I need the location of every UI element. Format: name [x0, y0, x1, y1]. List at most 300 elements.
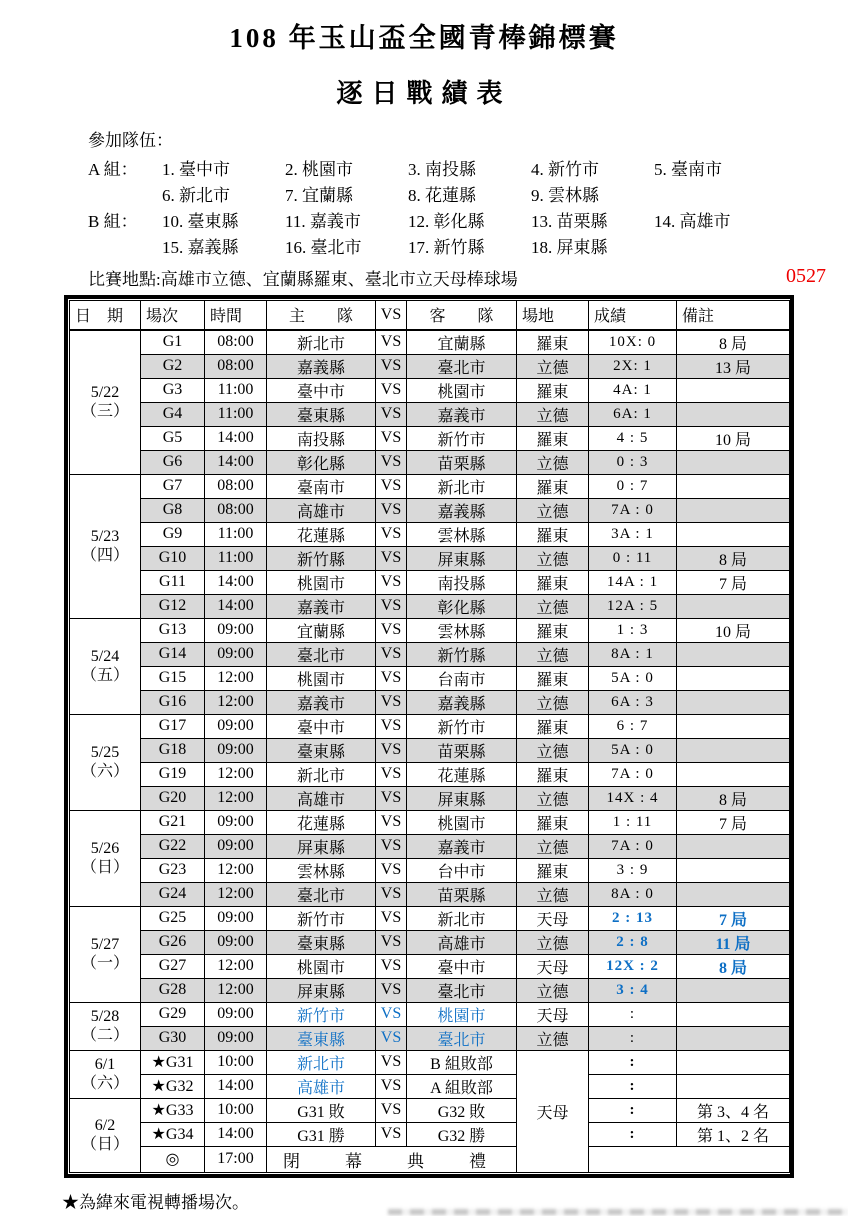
score-cell: 12A : 5	[589, 594, 677, 618]
game-row	[70, 570, 790, 594]
home-team-cell: 雲林縣	[267, 858, 376, 882]
vs-cell: VS	[376, 330, 407, 355]
participants-block	[88, 126, 848, 261]
time-cell: 12:00	[205, 954, 267, 978]
away-team-cell: 花蓮縣	[407, 762, 517, 786]
game-no-cell: G1	[141, 330, 205, 355]
note-cell: 7 局	[677, 810, 790, 834]
note-cell	[677, 1026, 790, 1050]
score-cell: 3 : 9	[589, 858, 677, 882]
time-cell: 09:00	[205, 906, 267, 930]
team-entry: 2. 桃園市	[285, 160, 353, 179]
page-subtitle: 逐日戰績表	[336, 79, 512, 108]
vs-cell: VS	[376, 954, 407, 978]
away-team-cell: 嘉義縣	[407, 690, 517, 714]
time-cell: 11:00	[205, 546, 267, 570]
game-no-cell: G11	[141, 570, 205, 594]
ceremony-row	[70, 1146, 790, 1172]
home-team-cell: 高雄市	[267, 786, 376, 810]
vs-cell: VS	[376, 498, 407, 522]
venue-cell: 羅東	[517, 522, 589, 546]
participants-label: 參加隊伍：	[88, 131, 173, 150]
home-team-cell: 臺中市	[267, 714, 376, 738]
venue-cell: 立德	[517, 930, 589, 954]
vs-cell: VS	[376, 1098, 407, 1122]
vs-cell: VS	[376, 1050, 407, 1074]
away-team-cell: 高雄市	[407, 930, 517, 954]
time-cell: 09:00	[205, 834, 267, 858]
game-no-cell: G5	[141, 426, 205, 450]
venue-cell: 立德	[517, 882, 589, 906]
game-row	[70, 1122, 790, 1146]
group-label: A 組：	[88, 160, 138, 179]
away-team-cell: 苗栗縣	[407, 882, 517, 906]
score-cell: 7A : 0	[589, 498, 677, 522]
note-cell	[677, 450, 790, 474]
away-team-cell: G32 勝	[407, 1122, 517, 1146]
date-cell	[70, 906, 141, 1002]
game-no-cell: G12	[141, 594, 205, 618]
away-team-cell: 新竹市	[407, 714, 517, 738]
vs-cell: VS	[376, 594, 407, 618]
game-no-cell: G28	[141, 978, 205, 1002]
note-cell: 13 局	[677, 354, 790, 378]
col-header-time: 時間	[205, 301, 267, 330]
away-team-cell: 苗栗縣	[407, 450, 517, 474]
team-entry: 10. 臺東縣	[162, 212, 239, 231]
game-no-cell: G21	[141, 810, 205, 834]
note-cell: 第 1、2 名	[677, 1122, 790, 1146]
team-entry: 17. 新竹縣	[408, 238, 485, 257]
game-no-cell: G25	[141, 906, 205, 930]
score-cell: 14A : 1	[589, 570, 677, 594]
away-team-cell: 新竹縣	[407, 642, 517, 666]
date-cell	[70, 618, 141, 714]
note-cell	[677, 834, 790, 858]
home-team-cell: 屏東縣	[267, 834, 376, 858]
note-cell: 8 局	[677, 786, 790, 810]
venue-cell: 羅東	[517, 618, 589, 642]
team-entry: 14. 高雄市	[654, 212, 731, 231]
team-entry: 15. 嘉義縣	[162, 238, 239, 257]
time-cell: 12:00	[205, 882, 267, 906]
date-text: 6/2	[94, 1116, 116, 1134]
score-cell: 6 : 7	[589, 714, 677, 738]
home-team-cell: 南投縣	[267, 426, 376, 450]
score-cell: :	[589, 1098, 677, 1122]
note-cell: 10 局	[677, 618, 790, 642]
game-no-cell: G15	[141, 666, 205, 690]
home-team-cell: 桃園市	[267, 666, 376, 690]
away-team-cell: 桃園市	[407, 378, 517, 402]
vs-cell: VS	[376, 882, 407, 906]
date-cell	[70, 474, 141, 618]
home-team-cell: 桃園市	[267, 954, 376, 978]
date-text: 5/26	[90, 839, 120, 857]
game-row	[70, 954, 790, 978]
team-entry: 9. 雲林縣	[531, 186, 599, 205]
vs-cell: VS	[376, 810, 407, 834]
time-cell: 10:00	[205, 1050, 267, 1074]
score-cell: 3 : 4	[589, 978, 677, 1002]
vs-cell: VS	[376, 738, 407, 762]
away-team-cell: 桃園市	[407, 1002, 517, 1026]
home-team-cell: 高雄市	[267, 498, 376, 522]
team-entry: 7. 宜蘭縣	[285, 186, 353, 205]
team-entry: 8. 花蓮縣	[408, 186, 476, 205]
away-team-cell: 宜蘭縣	[407, 330, 517, 355]
away-team-cell: 新北市	[407, 474, 517, 498]
home-team-cell: 新北市	[267, 762, 376, 786]
weekday-text: （日）	[80, 1136, 129, 1153]
weekday-text: （一）	[80, 955, 129, 972]
time-cell: 12:00	[205, 858, 267, 882]
note-cell: 10 局	[677, 426, 790, 450]
home-team-cell: 花蓮縣	[267, 522, 376, 546]
vs-cell: VS	[376, 474, 407, 498]
game-row	[70, 762, 790, 786]
home-team-cell: 臺北市	[267, 642, 376, 666]
score-cell: 8A : 0	[589, 882, 677, 906]
note-cell: 11 局	[677, 930, 790, 954]
venue-cell: 立德	[517, 546, 589, 570]
game-no-cell: ★G34	[141, 1122, 205, 1146]
venue-cell: 羅東	[517, 378, 589, 402]
away-team-cell: 台中市	[407, 858, 517, 882]
team-entry: 6. 新北市	[162, 186, 230, 205]
home-team-cell: 臺中市	[267, 378, 376, 402]
weekday-text: （六）	[80, 763, 129, 780]
away-team-cell: 雲林縣	[407, 522, 517, 546]
venue-cell: 立德	[517, 402, 589, 426]
score-cell: 4 : 5	[589, 426, 677, 450]
game-no-cell: G19	[141, 762, 205, 786]
time-cell: 12:00	[205, 762, 267, 786]
home-team-cell: G31 勝	[267, 1122, 376, 1146]
note-cell	[677, 474, 790, 498]
time-cell: 09:00	[205, 642, 267, 666]
away-team-cell: 臺北市	[407, 354, 517, 378]
vs-cell: VS	[376, 906, 407, 930]
game-no-cell: G13	[141, 618, 205, 642]
game-no-cell: G6	[141, 450, 205, 474]
vs-cell: VS	[376, 1122, 407, 1146]
game-no-cell: ★G32	[141, 1074, 205, 1098]
game-row	[70, 930, 790, 954]
home-team-cell: 臺東縣	[267, 1026, 376, 1050]
game-no-cell: G27	[141, 954, 205, 978]
game-row	[70, 330, 790, 355]
away-team-cell: 南投縣	[407, 570, 517, 594]
game-no-cell: ◎	[141, 1146, 205, 1172]
note-cell	[677, 714, 790, 738]
col-header-game: 場次	[141, 301, 205, 330]
note-cell	[677, 858, 790, 882]
game-no-cell: G9	[141, 522, 205, 546]
game-no-cell: G22	[141, 834, 205, 858]
time-cell: 08:00	[205, 474, 267, 498]
note-cell	[677, 1074, 790, 1098]
score-cell: 7A : 0	[589, 762, 677, 786]
home-team-cell: 嘉義市	[267, 594, 376, 618]
game-no-cell: G16	[141, 690, 205, 714]
venue-cell: 羅東	[517, 762, 589, 786]
away-team-cell: 雲林縣	[407, 618, 517, 642]
weekday-text: （日）	[80, 859, 129, 876]
game-row	[70, 498, 790, 522]
scan-artifact	[388, 1209, 848, 1215]
time-cell: 11:00	[205, 378, 267, 402]
date-cell	[70, 330, 141, 475]
vs-cell: VS	[376, 786, 407, 810]
game-row	[70, 906, 790, 930]
away-team-cell: 屏東縣	[407, 786, 517, 810]
game-no-cell: G17	[141, 714, 205, 738]
col-header-note: 備註	[677, 301, 790, 330]
note-cell	[677, 1002, 790, 1026]
page-title: 108 年玉山盃全國青棒錦標賽	[229, 23, 619, 53]
time-cell: 17:00	[205, 1146, 267, 1172]
note-cell: 7 局	[677, 570, 790, 594]
time-cell: 08:00	[205, 330, 267, 355]
game-row	[70, 786, 790, 810]
away-team-cell: 臺中市	[407, 954, 517, 978]
team-entry: 13. 苗栗縣	[531, 212, 608, 231]
score-note-merged-cell	[589, 1146, 790, 1172]
note-cell: 8 局	[677, 546, 790, 570]
home-team-cell: G31 敗	[267, 1098, 376, 1122]
col-header-date: 日 期	[70, 301, 141, 330]
game-no-cell: G30	[141, 1026, 205, 1050]
score-cell: 1 : 11	[589, 810, 677, 834]
time-cell: 11:00	[205, 522, 267, 546]
home-team-cell: 花蓮縣	[267, 810, 376, 834]
venue-cell: 羅東	[517, 666, 589, 690]
away-team-cell: 台南市	[407, 666, 517, 690]
note-cell	[677, 522, 790, 546]
col-header-venue: 場地	[517, 301, 589, 330]
game-row	[70, 354, 790, 378]
team-entry: 5. 臺南市	[654, 160, 722, 179]
time-cell: 09:00	[205, 930, 267, 954]
note-cell	[677, 690, 790, 714]
participants-row	[88, 209, 848, 235]
away-team-cell: 臺北市	[407, 978, 517, 1002]
date-cell	[70, 1098, 141, 1172]
score-cell: 5A : 0	[589, 738, 677, 762]
weekday-text: （三）	[80, 403, 129, 420]
weekday-text: （四）	[80, 547, 129, 564]
note-cell: 7 局	[677, 906, 790, 930]
away-team-cell: 彰化縣	[407, 594, 517, 618]
game-row	[70, 642, 790, 666]
home-team-cell: 臺北市	[267, 882, 376, 906]
score-cell: 6A: 1	[589, 402, 677, 426]
vs-cell: VS	[376, 378, 407, 402]
venue-cell: 立德	[517, 834, 589, 858]
away-team-cell: 嘉義市	[407, 834, 517, 858]
vs-cell: VS	[376, 546, 407, 570]
time-cell: 09:00	[205, 1026, 267, 1050]
note-cell	[677, 642, 790, 666]
home-team-cell: 新北市	[267, 330, 376, 355]
score-cell: 4A: 1	[589, 378, 677, 402]
venue-cell: 立德	[517, 450, 589, 474]
score-cell: :	[589, 1050, 677, 1074]
ceremony-label-cell: 閉 幕 典 禮	[267, 1146, 517, 1172]
home-team-cell: 彰化縣	[267, 450, 376, 474]
note-cell	[677, 978, 790, 1002]
vs-cell: VS	[376, 570, 407, 594]
group-label	[88, 235, 162, 261]
game-no-cell: G14	[141, 642, 205, 666]
venue-cell: 立德	[517, 498, 589, 522]
home-team-cell: 新竹縣	[267, 546, 376, 570]
score-cell: 0 : 3	[589, 450, 677, 474]
game-row	[70, 858, 790, 882]
note-cell	[677, 498, 790, 522]
venue-cell: 立德	[517, 978, 589, 1002]
score-cell: :	[589, 1026, 677, 1050]
score-cell: 8A : 1	[589, 642, 677, 666]
time-cell: 12:00	[205, 978, 267, 1002]
schedule-body	[70, 330, 790, 1173]
vs-cell: VS	[376, 618, 407, 642]
home-team-cell: 嘉義市	[267, 690, 376, 714]
away-team-cell: A 組敗部	[407, 1074, 517, 1098]
game-row	[70, 738, 790, 762]
score-cell: 2X: 1	[589, 354, 677, 378]
weekday-text: （二）	[80, 1027, 129, 1044]
time-cell: 10:00	[205, 1098, 267, 1122]
note-cell	[677, 378, 790, 402]
time-cell: 14:00	[205, 1074, 267, 1098]
game-row	[70, 1050, 790, 1074]
vs-cell: VS	[376, 354, 407, 378]
date-cell	[70, 810, 141, 906]
time-cell: 08:00	[205, 354, 267, 378]
col-header-score: 成績	[589, 301, 677, 330]
schedule-table	[69, 300, 790, 1173]
game-row	[70, 666, 790, 690]
venue-note	[88, 265, 826, 290]
venue-cell: 羅東	[517, 714, 589, 738]
game-row	[70, 450, 790, 474]
note-cell: 第 3、4 名	[677, 1098, 790, 1122]
group-label	[88, 183, 162, 209]
time-cell: 14:00	[205, 450, 267, 474]
game-row	[70, 522, 790, 546]
vs-cell: VS	[376, 402, 407, 426]
score-cell: 0 : 11	[589, 546, 677, 570]
venue-cell: 立德	[517, 594, 589, 618]
date-code: 0527	[786, 265, 826, 287]
home-team-cell: 屏東縣	[267, 978, 376, 1002]
score-cell: 7A : 0	[589, 834, 677, 858]
time-cell: 08:00	[205, 498, 267, 522]
team-entry: 18. 屏東縣	[531, 238, 608, 257]
team-entry: 12. 彰化縣	[408, 212, 485, 231]
game-row	[70, 426, 790, 450]
game-row	[70, 1074, 790, 1098]
vs-cell: VS	[376, 714, 407, 738]
away-team-cell: 屏東縣	[407, 546, 517, 570]
game-no-cell: G23	[141, 858, 205, 882]
time-cell: 14:00	[205, 426, 267, 450]
venue-cell: 天母	[517, 1002, 589, 1026]
vs-cell: VS	[376, 690, 407, 714]
game-row	[70, 1002, 790, 1026]
home-team-cell: 高雄市	[267, 1074, 376, 1098]
game-row	[70, 978, 790, 1002]
header-row	[70, 301, 790, 330]
home-team-cell: 新竹市	[267, 1002, 376, 1026]
time-cell: 14:00	[205, 570, 267, 594]
note-cell	[677, 402, 790, 426]
time-cell: 11:00	[205, 402, 267, 426]
col-header-vs: VS	[376, 301, 407, 330]
game-row	[70, 1098, 790, 1122]
team-entry: 16. 臺北市	[285, 238, 362, 257]
team-entry: 3. 南投縣	[408, 160, 476, 179]
col-header-home: 主 隊	[267, 301, 376, 330]
venue-cell: 立德	[517, 786, 589, 810]
note-cell	[677, 666, 790, 690]
away-team-cell: B 組敗部	[407, 1050, 517, 1074]
time-cell: 12:00	[205, 786, 267, 810]
home-team-cell: 新竹市	[267, 906, 376, 930]
game-row	[70, 810, 790, 834]
venue-cell: 立德	[517, 690, 589, 714]
time-cell: 09:00	[205, 714, 267, 738]
vs-cell: VS	[376, 978, 407, 1002]
vs-cell: VS	[376, 426, 407, 450]
time-cell: 12:00	[205, 666, 267, 690]
venue-cell: 天母	[517, 906, 589, 930]
date-text: 5/28	[90, 1007, 120, 1025]
weekday-text: （六）	[80, 1075, 129, 1092]
away-team-cell: 新北市	[407, 906, 517, 930]
weekday-text: （五）	[80, 667, 129, 684]
venue-cell: 羅東	[517, 810, 589, 834]
away-team-cell: 新竹市	[407, 426, 517, 450]
vs-cell: VS	[376, 930, 407, 954]
participants-list	[88, 157, 848, 261]
vs-cell: VS	[376, 1002, 407, 1026]
venue-cell: 羅東	[517, 474, 589, 498]
schedule-table-frame	[64, 295, 794, 1178]
away-team-cell: 桃園市	[407, 810, 517, 834]
venue-cell: 羅東	[517, 858, 589, 882]
date-cell	[70, 714, 141, 810]
vs-cell: VS	[376, 666, 407, 690]
game-no-cell: ★G31	[141, 1050, 205, 1074]
note-cell	[677, 1050, 790, 1074]
game-row	[70, 834, 790, 858]
venue-cell: 羅東	[517, 570, 589, 594]
date-text: 5/23	[90, 527, 120, 545]
score-cell: 12X : 2	[589, 954, 677, 978]
game-row	[70, 594, 790, 618]
home-team-cell: 新北市	[267, 1050, 376, 1074]
away-team-cell: 臺北市	[407, 1026, 517, 1050]
col-header-away: 客 隊	[407, 301, 517, 330]
score-cell: 2 : 8	[589, 930, 677, 954]
note-cell	[677, 738, 790, 762]
away-team-cell: G32 敗	[407, 1098, 517, 1122]
away-team-cell: 嘉義縣	[407, 498, 517, 522]
time-cell: 09:00	[205, 618, 267, 642]
